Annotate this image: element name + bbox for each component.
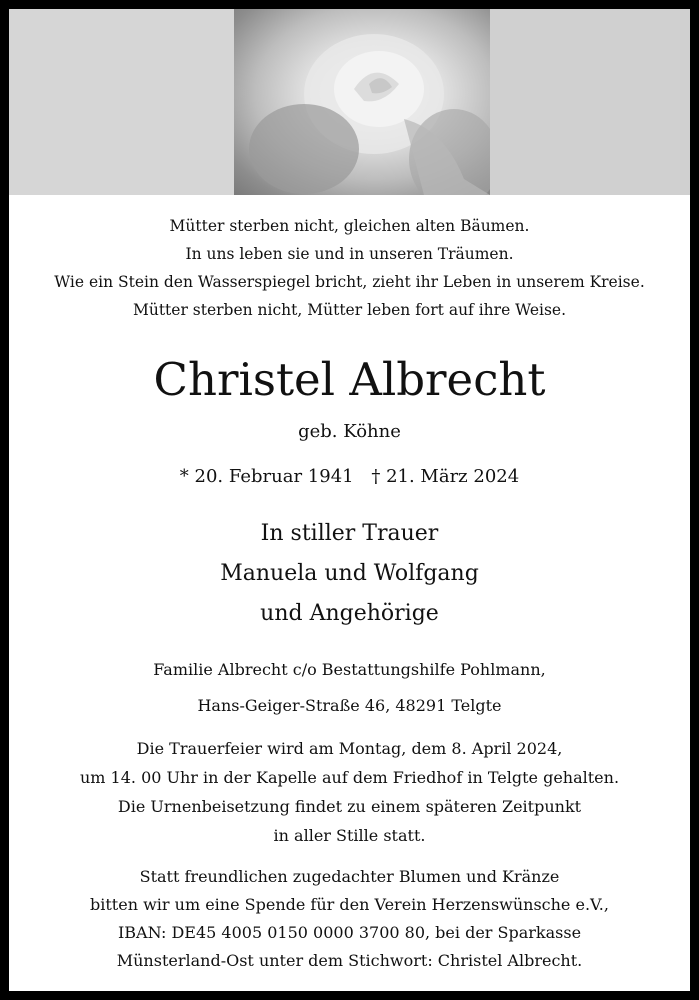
poem-line: Mütter sterben nicht, gleichen alten Bäumen. xyxy=(169,217,530,235)
address-line: Familie Albrecht c/o Bestattungshilfe Pohlmann, xyxy=(153,660,546,679)
funeral-service-info xyxy=(9,734,690,850)
service-line: in aller Stille statt. xyxy=(273,826,426,845)
poem-line: In uns leben sie und in unseren Träumen. xyxy=(185,245,514,263)
deceased-name: Christel Albrecht xyxy=(153,353,546,406)
birth-name: geb. Köhne xyxy=(298,421,401,442)
service-line: um 14. 00 Uhr in der Kapelle auf dem Friedhof in Telgte gehalten. xyxy=(79,768,620,787)
birth-date: * 20. Februar 1941 xyxy=(179,466,354,487)
header-light-panel xyxy=(490,9,690,195)
mourners xyxy=(9,514,690,634)
poem-line: Wie ein Stein den Wasserspiegel bricht, zieht ihr Leben in unserem Kreise. xyxy=(54,273,645,291)
death-date: † 21. März 2024 xyxy=(371,466,520,487)
address-line: Hans-Geiger-Straße 46, 48291 Telgte xyxy=(197,696,502,715)
poem xyxy=(9,212,690,324)
header-image-band xyxy=(9,9,690,195)
contact-address xyxy=(9,652,690,724)
donation-info xyxy=(9,863,690,975)
rose-photo xyxy=(234,9,490,195)
service-line: Die Trauerfeier wird am Montag, dem 8. April 2024, xyxy=(136,739,563,758)
life-dates xyxy=(9,464,690,490)
mourners-line: Manuela und Wolfgang xyxy=(220,561,479,586)
donation-line: Münsterland-Ost unter dem Stichwort: Christel Albrecht. xyxy=(116,951,583,970)
mourners-line: und Angehörige xyxy=(260,601,439,626)
donation-line: IBAN: DE45 4005 0150 0000 3700 80, bei der Sparkasse xyxy=(117,923,582,942)
rose-icon xyxy=(234,9,490,195)
service-line: Die Urnenbeisetzung findet zu einem späteren Zeitpunkt xyxy=(117,797,582,816)
mourners-line: In stiller Trauer xyxy=(260,521,439,546)
poem-line: Mütter sterben nicht, Mütter leben fort auf ihre Weise. xyxy=(132,301,567,319)
donation-line: bitten wir um eine Spende für den Verein Herzenswünsche e.V., xyxy=(90,895,609,914)
donation-line: Statt freundlichen zugedachter Blumen und Kränze xyxy=(139,867,560,886)
